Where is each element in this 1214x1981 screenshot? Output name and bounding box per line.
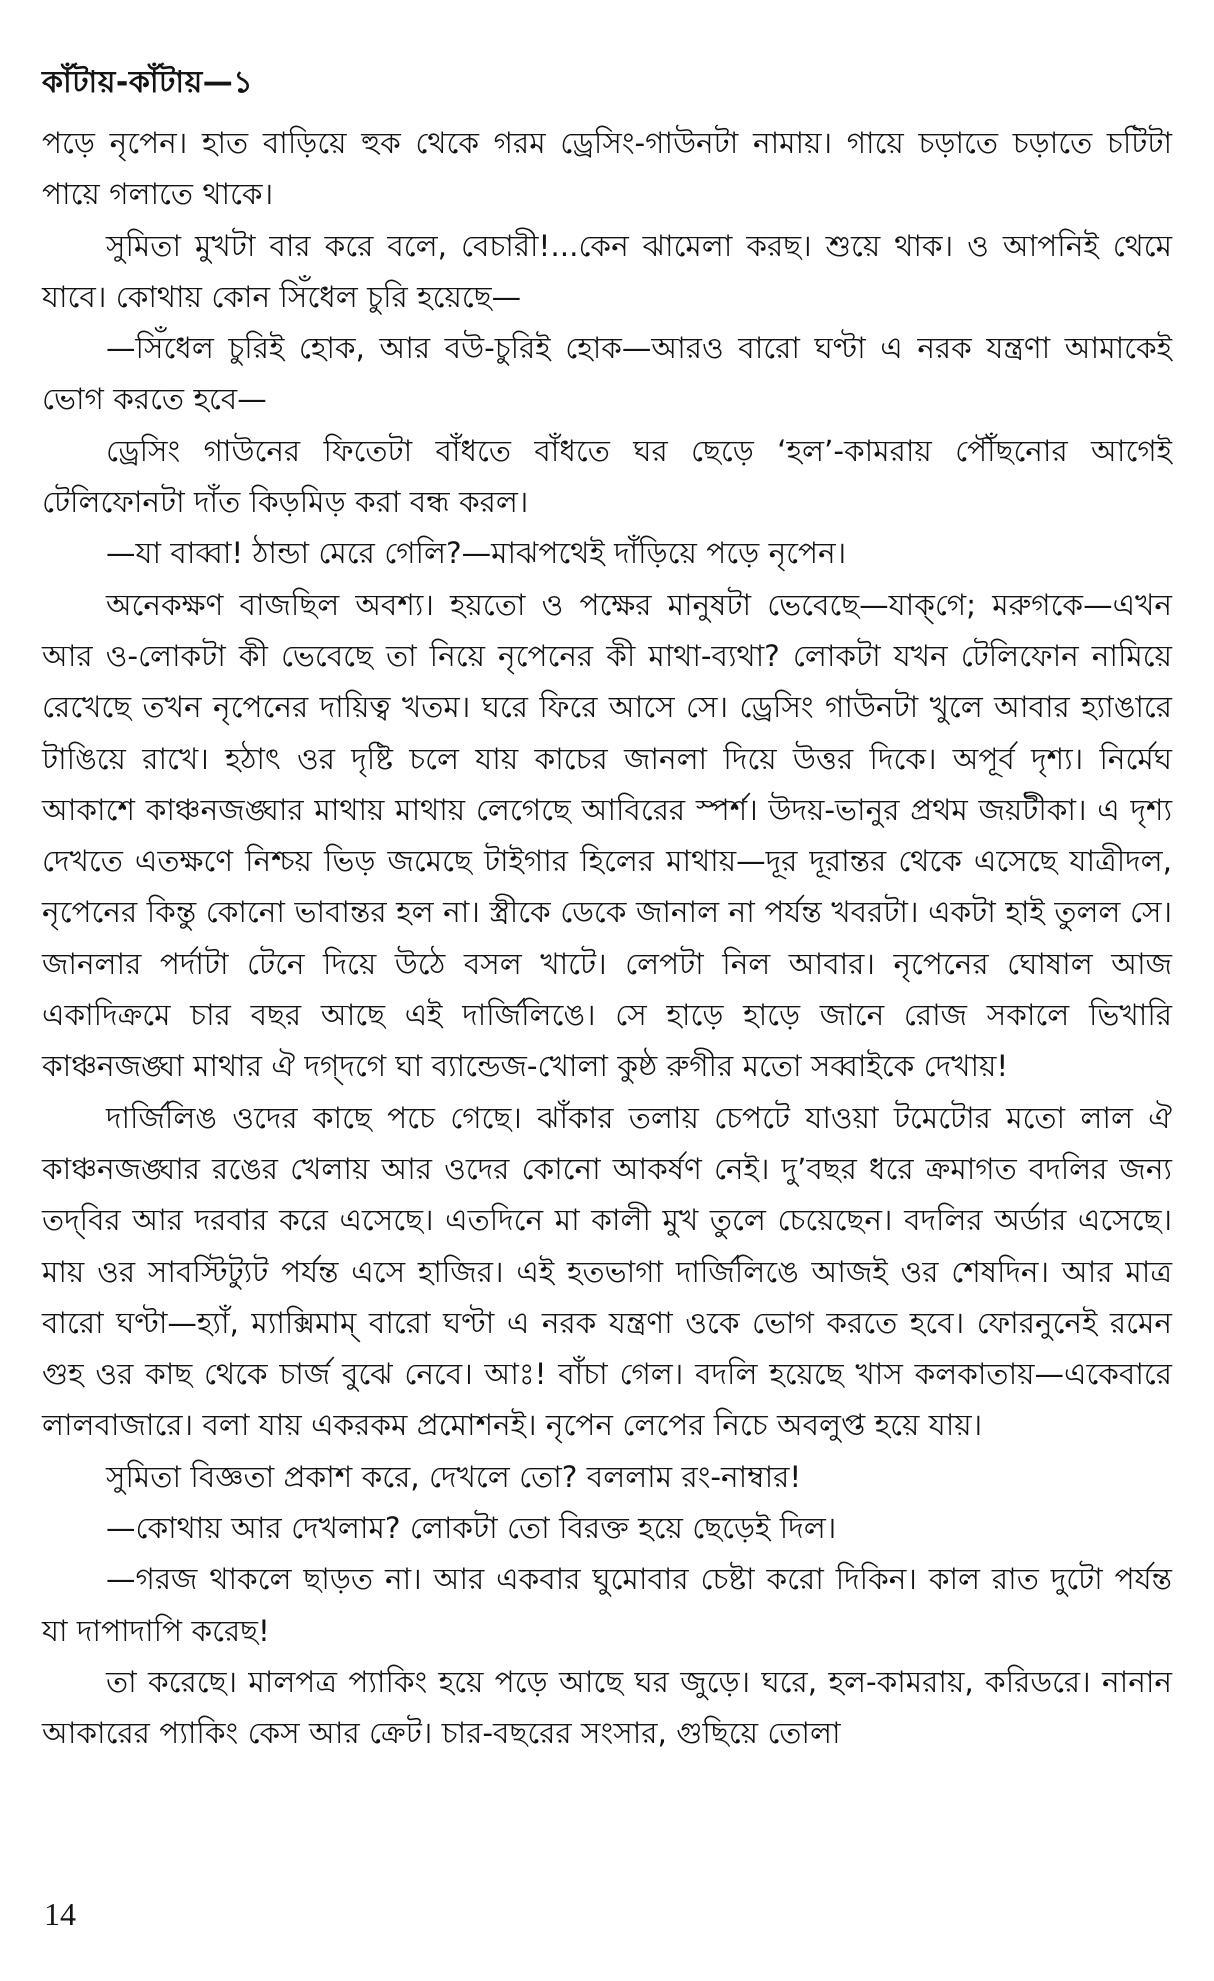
paragraph-9: —কোথায় আর দেখলাম? লোকটা তো বিরক্ত হয়ে ছেড়েই দিল। bbox=[106, 1511, 837, 1546]
page-number: 14 bbox=[44, 1896, 76, 1932]
running-head: কাঁটায়-কাঁটায়—১ bbox=[42, 65, 254, 100]
book-page bbox=[30, 0, 1184, 1981]
paragraph-4: ড্রেসিং গাউনের ফিতেটা বাঁধতে বাঁধতে ঘর ছেড়ে ‘হল’-কামরায় পৌঁছনোর আগেই টেলিফোনটা দাঁত কিড়মিড় করা বন্ধ করল। bbox=[42, 433, 1172, 520]
paragraph-3: —সিঁধেল চুরিই হোক, আর বউ-চুরিই হোক—আরও বারো ঘণ্টা এ নরক যন্ত্রণা আমাকেই ভোগ করতে হবে— bbox=[42, 331, 1172, 417]
paragraph-1: পড়ে নৃপেন। হাত বাড়িয়ে হুক থেকে গরম ড্রেসিং-গাউনটা নামায়। গায়ে চড়াতে চড়াতে চটিটা পায়ে গলাতে থাকে। bbox=[42, 126, 1172, 212]
paragraph-6: অনেকক্ষণ বাজছিল অবশ্য। হয়তো ও পক্ষের মানুষটা ভেবেছে—যাক্‌গে; মরুগকে—এখন আর ও-লোকটা কী ভেবেছে তা নিয়ে নৃপেনের কী মাথা-ব্যথা? লোকটা যখন টেলিফোন নামিয়ে রেখেছে তখন নৃপেনের দায়িত্ব খতম। ঘরে ফিরে আসে সে। ড্রেসিং গাউনটা খুলে আবার হ্যাঙারে টাঙিয়ে রাখে। হঠাৎ ওর দৃষ্টি চলে যায় কাচের জানলা দিয়ে উত্তর দিকে। অপূর্ব দৃশ্য। নির্মেঘ আকাশে কাঞ্চনজঙ্ঘার মাথায় মাথায় লেগেছে আবিরের স্পর্শ। উদয়-ভানুর প্রথম জয়টীকা। এ দৃশ্য দেখতে এতক্ষণে নিশ্চয় ভিড় জমেছে টাইগার হিলের মাথায়—দূর দূরান্তর থেকে এসেছে যাত্রীদল, নৃপেনের কিন্তু কোনো ভাবান্তর হল না। স্ত্রীকে ডেকে জানাল না পর্যন্ত খবরটা। একটা হাই তুলল সে। জানলার পর্দাটা টেনে দিয়ে উঠে বসল খাটে। লেপটা নিল আবার। নৃপেনের ঘোষাল আজ একাদিক্রমে চার বছর আছে এই দার্জিলিঙে। সে হাড়ে হাড়ে জানে রোজ সকালে ভিখারি কাঞ্চনজঙ্ঘা মাথার ঐ দগ্‌দগে ঘা ব্যান্ডেজ-খোলা কুষ্ঠ রুগীর মতো সব্বাইকে দেখায়! bbox=[42, 587, 1172, 1084]
paragraph-10: —গরজ থাকলে ছাড়ত না। আর একবার ঘুমোবার চেষ্টা করো দিকিন। কাল রাত দুটো পর্যন্ত যা দাপাদাপি করেছ! bbox=[42, 1562, 1172, 1648]
paragraph-11: তা করেছে। মালপত্র প্যাকিং হয়ে পড়ে আছে ঘর জুড়ে। ঘরে, হল-কামরায়, করিডরে। নানান আকারের প্যাকিং কেস আর ক্রেট। চার-বছরের সংসার, গুছিয়ে তোলা bbox=[42, 1664, 1172, 1751]
paragraph-2: সুমিতা মুখটা বার করে বলে, বেচারী!...কেন ঝামেলা করছ। শুয়ে থাক। ও আপনিই থেমে যাবে। কোথায় কোন সিঁধেল চুরি হয়েছে— bbox=[42, 228, 1172, 314]
paragraph-8: সুমিতা বিজ্ঞতা প্রকাশ করে, দেখলে তো? বললাম রং-নাম্বার! bbox=[106, 1459, 802, 1494]
paragraph-7: দার্জিলিঙ ওদের কাছে পচে গেছে। ঝাঁকার তলায় চেপটে যাওয়া টমেটোর মতো লাল ঐ কাঞ্চনজঙ্ঘার রঙের খেলায় আর ওদের কোনো আকর্ষণ নেই। দু’বছর ধরে ক্রমাগত বদলির জন্য তদ্‌বির আর দরবার করে এসেছে। এতদিনে মা কালী মুখ তুলে চেয়েছেন। বদলির অর্ডার এসেছে। মায় ওর সাবস্টিট্যুট পর্যন্ত এসে হাজির। এই হতভাগা দার্জিলিঙে আজই ওর শেষদিন। আর মাত্র বারো ঘণ্টা—হ্যাঁ, ম্যাক্সিমাম্‌ বারো ঘণ্টা এ নরক যন্ত্রণা ওকে ভোগ করতে হবে। ফোরনুনেই রমেন গুহ ওর কাছ থেকে চার্জ বুঝে নেবে। আঃ! বাঁচা গেল। বদলি হয়েছে খাস কলকাতায়—একেবারে লালবাজারে। বলা যায় একরকম প্রমোশনই। নৃপেন লেপের নিচে অবলুপ্ত হয়ে যায়। bbox=[42, 1100, 1172, 1443]
paragraph-5: —যা বাব্বা! ঠান্ডা মেরে গেলি?—মাঝপথেই দাঁড়িয়ে পড়ে নৃপেন। bbox=[106, 536, 847, 571]
body-text bbox=[42, 118, 1172, 1760]
